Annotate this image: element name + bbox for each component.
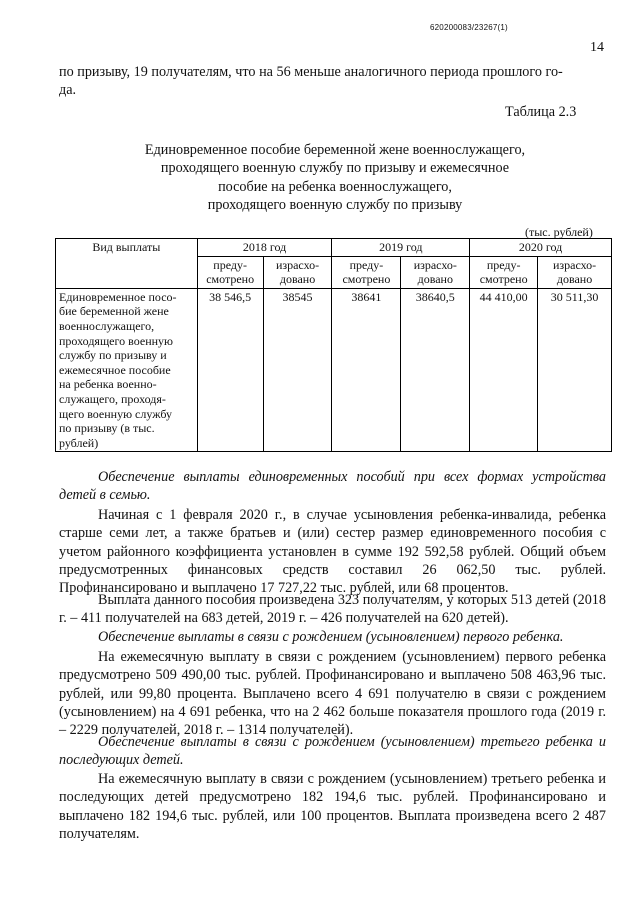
- planned-header: преду- смотрено: [470, 256, 538, 288]
- col-type-header: Вид выплаты: [56, 239, 198, 289]
- value-cell: 38545: [263, 288, 332, 452]
- year-header: 2019 год: [332, 239, 470, 257]
- table-label: Таблица 2.3: [505, 104, 577, 120]
- value-cell: 44 410,00: [470, 288, 538, 452]
- table-title: [100, 141, 570, 214]
- spent-header: израсхо- довано: [401, 256, 470, 288]
- intro-paragraph: [59, 63, 606, 100]
- table-row: [56, 288, 612, 452]
- table-header-row: [56, 239, 612, 257]
- page-number: 14: [590, 40, 604, 55]
- paragraph: На ежемесячную выплату в связи с рождением (усыновлением) первого ребенка предусмотрено 509 490,00 тыс. рублей. Профинансировано и выплачено 508 463,96 тыс. рублей, или 99,80 процента. Выплачено всего 4 691 получателю в связи с рождением (усыновлением) на 4 691 ребенка, что на 2 462 больше показателя прошлого года (2019 г. – 2229 получателей, 2018 г. – 1314 получателей).: [59, 649, 606, 739]
- title-line: проходящего военную службу по призыву и ежемесячное: [160, 160, 510, 177]
- value-cell: 38640,5: [401, 288, 470, 452]
- value-cell: 38641: [332, 288, 401, 452]
- title-line: проходящего военную службу по призыву: [207, 196, 463, 213]
- section-heading: Обеспечение выплаты в связи с рождением (усыновлением) первого ребенка.: [98, 629, 564, 645]
- value-cell: 38 546,5: [197, 288, 263, 452]
- paragraph: Начиная с 1 февраля 2020 г., в случае усыновления ребенка-инвалида, ребенка старше семи лет, а также братьев и (или) сестер размер единовременного пособия с учетом районного коэффициента установлен в сумме 192 592,58 рублей. Общий объем предусмотренных финансовых средств составил 26 062,50 тыс. рублей. Профинансировано и выплачено 17 727,22 тыс. рублей, или 68 процентов.: [59, 507, 606, 597]
- paragraph: На ежемесячную выплату в связи с рождением (усыновлением) третьего ребенка и последующих детей предусмотрено 182 194,6 тыс. рублей. Профинансировано и выплачено 182 194,6 тыс. рублей, или 100 процентов. Выплата произведена всего 2 487 получателям.: [59, 771, 606, 842]
- section-heading: Обеспечение выплаты единовременных пособий при всех формах устройства детей в семью.: [59, 469, 606, 504]
- benefits-table: [55, 238, 612, 452]
- title-line: Единовременное пособие беременной жене военнослужащего,: [144, 142, 526, 158]
- year-header: 2020 год: [470, 239, 612, 257]
- planned-header: преду- смотрено: [332, 256, 401, 288]
- paragraph: Выплата данного пособия произведена 323 получателям, у которых 513 детей (2018 г. – 411 получателей на 683 детей, 2019 г. – 426 получателей на 620 детей).: [59, 592, 606, 627]
- intro-line-2: да.: [59, 82, 77, 99]
- document-code: 620200083/23267(1): [430, 23, 508, 32]
- year-header: 2018 год: [197, 239, 332, 257]
- row-label: Единовременное посо- бие беременной жене военнослужащего, проходящего военную службу по призыву и ежемесячное пособие на ребенка военно- служащего, проходя- щего военную службу по призыву (в тыс. рублей): [56, 288, 198, 452]
- spent-header: израсхо- довано: [263, 256, 332, 288]
- value-cell: 30 511,30: [538, 288, 612, 452]
- units-note: (тыс. рублей): [525, 225, 593, 239]
- title-line: пособие на ребенка военнослужащего,: [218, 178, 452, 195]
- spent-header: израсхо- довано: [538, 256, 612, 288]
- planned-header: преду- смотрено: [197, 256, 263, 288]
- intro-line-1: по призыву, 19 получателям, что на 56 меньше аналогичного периода прошлого го-: [59, 64, 563, 80]
- section-heading: Обеспечение выплаты в связи с рождением (усыновлением) третьего ребенка и последующих детей.: [59, 734, 606, 769]
